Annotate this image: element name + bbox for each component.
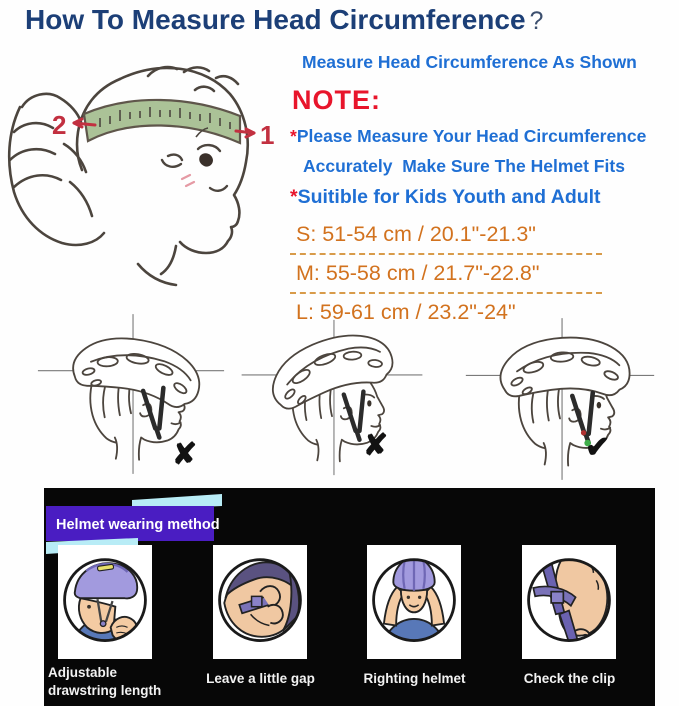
wrong-mark-1: ✘ xyxy=(172,438,198,471)
note-measure-line2: Accurately Make Sure The Helmet Fits xyxy=(303,156,625,176)
step-card-gap xyxy=(213,545,307,659)
correct-mark: ✔ xyxy=(585,431,611,464)
banner-label: Helmet wearing method xyxy=(56,517,220,533)
wearing-method-panel xyxy=(44,488,655,706)
note-heading: NOTE: xyxy=(292,85,381,115)
wrong-mark-2: ✘ xyxy=(363,429,389,462)
note-measure-line1: *Please Measure Your Head Circumference xyxy=(290,126,647,146)
tape-step-2-label: 2 xyxy=(52,110,67,140)
note-suitable-line: *Suitible for Kids Youth and Adult xyxy=(290,186,601,208)
fit-figure-tilted-forward xyxy=(28,308,234,480)
sizing-info-column xyxy=(290,52,675,331)
step-caption-drawstring: Adjustable drawstring length xyxy=(48,665,162,698)
page-title-text: How To Measure Head Circumference xyxy=(25,4,526,35)
step-caption-clip: Check the clip xyxy=(523,671,616,686)
size-row-medium: M: 55-58 cm / 21.7"-22.8" xyxy=(290,258,602,294)
baby-head-measure-drawing xyxy=(0,52,290,307)
page-title xyxy=(25,4,543,36)
measure-shown-line: Measure Head Circumference As Shown xyxy=(302,52,637,72)
fit-figure-correct xyxy=(452,312,668,486)
step-caption-righting: Righting helmet xyxy=(363,671,466,686)
tape-step-1-label: 1 xyxy=(260,120,275,150)
step-card-drawstring xyxy=(58,545,152,659)
asterisk: * xyxy=(290,186,298,208)
step-card-righting xyxy=(367,545,461,659)
measure-illustration xyxy=(0,52,290,307)
step-caption-gap: Leave a little gap xyxy=(206,671,315,686)
fit-figure-tilted-back xyxy=(232,314,432,481)
asterisk: * xyxy=(290,126,297,146)
size-row-small: S: 51-54 cm / 20.1"-21.3" xyxy=(290,219,602,255)
size-row-large: L: 59-61 cm / 23.2"-24" xyxy=(296,300,516,324)
page-title-question-mark: ? xyxy=(529,7,544,35)
step-card-clip xyxy=(522,545,616,659)
